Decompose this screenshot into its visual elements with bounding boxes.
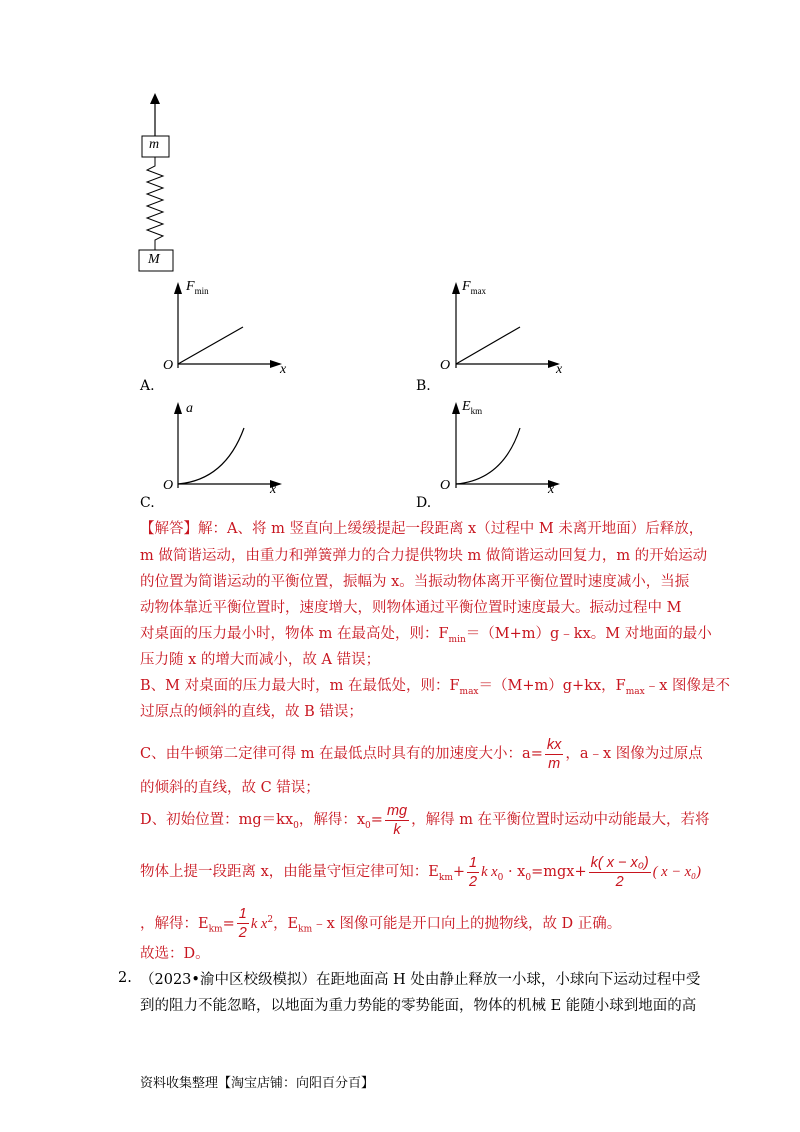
option-b-label: B. bbox=[416, 378, 431, 394]
graph-c-origin: O bbox=[163, 478, 174, 493]
graph-d-curve bbox=[456, 428, 520, 484]
block-M-label: M bbox=[148, 252, 160, 267]
footer-text: 资料收集整理【淘宝店铺：向阳百分百】 bbox=[140, 1076, 375, 1091]
spring bbox=[147, 157, 163, 250]
graph-d-ylabel: $E_{km}$ bbox=[462, 399, 483, 416]
option-d-label: D. bbox=[416, 495, 432, 511]
answer-line-8: 过原点的倾斜的直线，故 B 错误； bbox=[140, 704, 363, 720]
option-a-label: A. bbox=[140, 378, 155, 394]
answer-line-14: 故选：D。 bbox=[140, 946, 210, 962]
block-m-label: m bbox=[149, 137, 160, 152]
answer-line-9: C、由牛顿第二定律可得 m 在最低点时具有的加速度大小：a= $\frac{kx}{m}$ ，a﹣x 图像为过原点 bbox=[140, 736, 703, 772]
graph-a-xlabel: x bbox=[280, 362, 287, 377]
answer-line-5: 对桌面的压力最小时，物体 m 在最高处，则：$F_{min}=(M+m)g﹣kx$。M 对地面的最小 bbox=[140, 626, 712, 645]
answer-line-6: 压力随 x 的增大而减小，故 A 错误； bbox=[140, 652, 381, 668]
option-c-label: C. bbox=[140, 495, 155, 511]
graph-a-origin: O bbox=[163, 358, 174, 373]
answer-line-1: 【解答】解：A、将 m 竖直向上缓缓提起一段距离 x（过程中 M 未离开地面）后释放， bbox=[140, 521, 704, 537]
spring-mass-figure bbox=[130, 90, 190, 280]
question-2-line-2: 到的阻力不能忽略，以地面为重力势能的零势能面，物体的机械 E 能随小球到地面的高 bbox=[140, 998, 697, 1014]
question-2-number: 2. bbox=[118, 970, 132, 986]
graph-c-curve bbox=[178, 428, 244, 484]
graph-b-ylabel: $F_{max}$ bbox=[462, 279, 487, 296]
answer-line-2: m 做简谐运动，由重力和弹簧弹力的合力提供物块 m 做简谐运动回复力，m 的开始运动 bbox=[140, 548, 708, 564]
graph-a-line bbox=[178, 327, 243, 364]
graph-a-ylabel: $F_{min}$ bbox=[186, 279, 209, 296]
answer-line-13: ，解得：$E_{km}=$ $\frac{1}{2}$ k $x^2$，$E_{km}﹣x$ 图像可能是开口向上的抛物线，故 D 正确。 bbox=[140, 906, 622, 942]
up-arrow-icon bbox=[150, 93, 160, 104]
graph-d-origin: O bbox=[440, 478, 451, 493]
graph-c-ylabel: a bbox=[186, 401, 193, 416]
answer-line-11: D、初始位置：$mg=kx_0$，解得：$x_0=$ $\frac{mg}{k}$ ，解得 m 在平衡位置时运动中动能最大，若将 bbox=[140, 802, 710, 838]
graph-c-xlabel: x bbox=[270, 482, 277, 497]
graph-d-xlabel: x bbox=[548, 482, 555, 497]
answer-line-4: 动物体靠近平衡位置时，速度增大，则物体通过平衡位置时速度最大。振动过程中 M bbox=[140, 600, 682, 616]
graph-b-line bbox=[456, 327, 520, 364]
answer-line-12: 物体上提一段距离 x，由能量守恒定律可知：$E_{km}+$ $\frac{1}{2}$ k $x_0 \cdot x_0=mgx+$ $\frac{\text{k( x − x₀)}}{2}$ ( x − x₀) bbox=[140, 854, 701, 890]
question-2-line-1: （2023•渝中区校级模拟）在距地面高 H 处由静止释放一小球，小球向下运动过程中受 bbox=[140, 972, 701, 988]
answer-line-10: 的倾斜的直线，故 C 错误； bbox=[140, 780, 320, 796]
answer-line-7: B、M 对桌面的压力最大时，m 在最低处，则：$F_{max}=(M+m)g+kx$，$F_{max}﹣x$ 图像是不 bbox=[140, 678, 730, 697]
graph-b-xlabel: x bbox=[556, 362, 563, 377]
answer-line-3: 的位置为简谐运动的平衡位置，振幅为 x。当振动物体离开平衡位置时速度减小，当振 bbox=[140, 574, 690, 590]
graph-b-origin: O bbox=[440, 358, 451, 373]
